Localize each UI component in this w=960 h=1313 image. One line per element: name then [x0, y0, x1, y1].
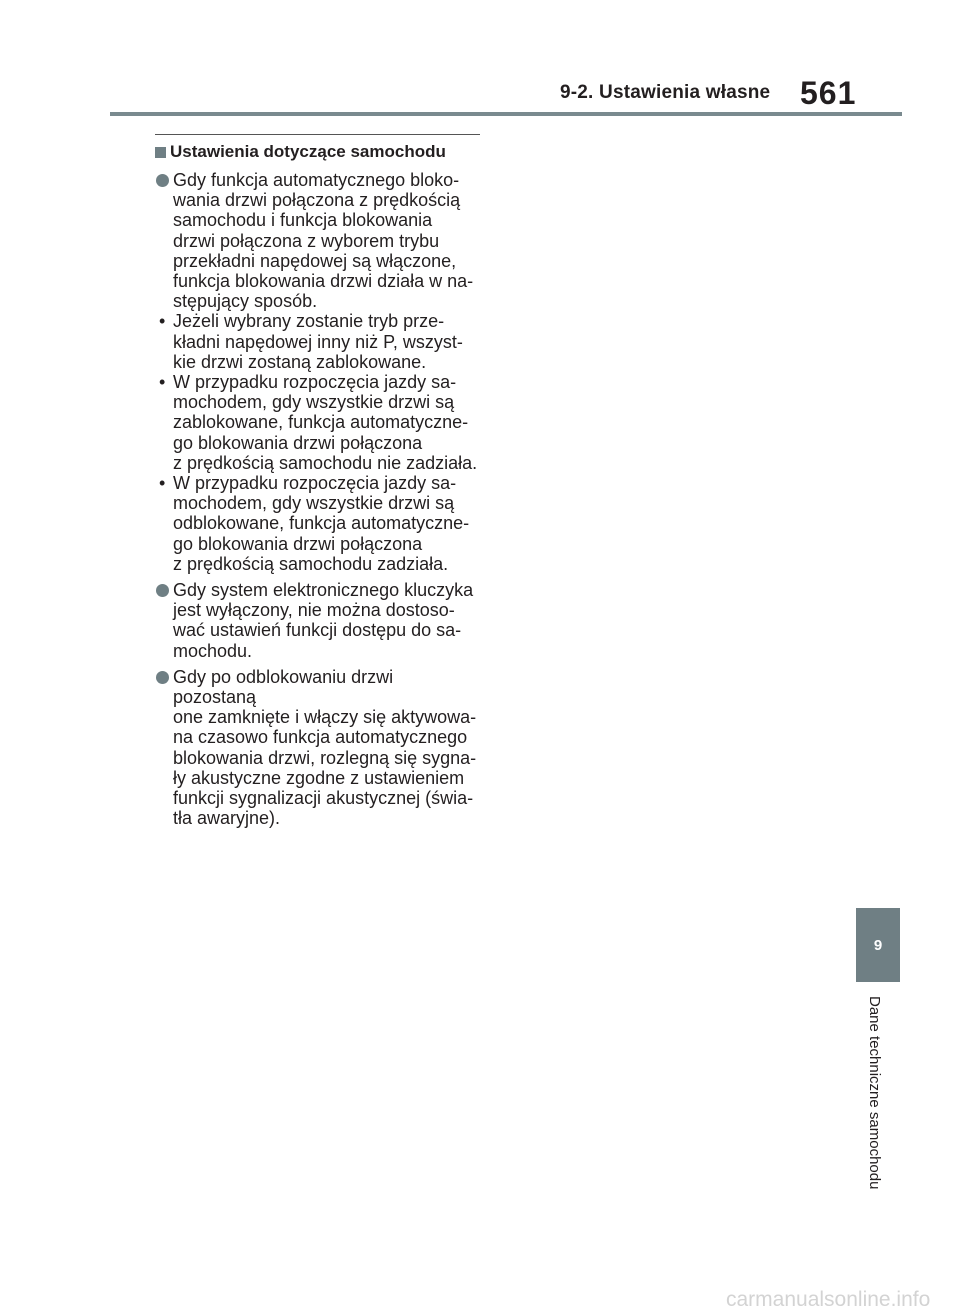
item-text-line: przekładni napędowej są włączone,	[173, 250, 457, 271]
item-text-line: Gdy funkcja automatycznego bloko-	[173, 170, 460, 190]
item-text-line: one zamknięte i włączy się aktywowa-	[173, 707, 477, 728]
square-icon	[155, 147, 166, 158]
dot-icon	[156, 671, 169, 684]
item-text-line: blokowania drzwi, rozlegną się sygna-	[173, 747, 477, 768]
item-text-line: funkcji sygnalizacji akustycznej (świa-	[173, 788, 474, 809]
main-content	[155, 134, 480, 835]
sub-item-text-line: W przypadku rozpoczęcia jazdy sa-	[173, 372, 457, 393]
section-heading	[155, 134, 480, 162]
sub-item-text-line: odblokowane, funkcja automatyczne-	[173, 513, 470, 534]
sub-item-text-line: kie drzwi zostaną zablokowane.	[173, 351, 427, 372]
item-text-line: drzwi połączona z wyborem trybu	[173, 230, 440, 251]
item-text-line: wać ustawień funkcji dostępu do sa-	[173, 620, 462, 641]
sub-item-text-line: kładni napędowej inny niż P, wszyst-	[173, 331, 463, 352]
list-item	[155, 170, 480, 574]
page-header-title: 9-2. Ustawienia własne	[560, 82, 771, 103]
dot-icon	[156, 174, 169, 187]
sub-item-text-line: mochodem, gdy wszystkie drzwi są	[173, 392, 455, 413]
header-divider	[110, 112, 902, 116]
item-text-line: funkcja blokowania drzwi działa w na-	[173, 271, 474, 292]
sub-list-item	[155, 473, 480, 574]
item-text-line: tła awaryjne).	[173, 808, 281, 829]
watermark: carmanualsonline.info	[726, 1288, 931, 1311]
sub-item-text-line: go blokowania drzwi połączona	[173, 432, 423, 453]
bullet-icon: •	[159, 372, 166, 393]
page-number: 561	[800, 75, 857, 111]
item-text-line: stępujący sposób.	[173, 291, 318, 312]
sub-list-item	[155, 311, 480, 372]
sub-item-text-line: z prędkością samochodu zadziała.	[173, 553, 449, 574]
item-text-line: jest wyłączony, nie można dostoso-	[173, 600, 455, 621]
chapter-tab	[856, 908, 900, 982]
item-text-line: ły akustyczne zgodne z ustawieniem	[173, 767, 465, 788]
item-text-line: na czasowo funkcja automatycznego	[173, 727, 468, 748]
item-text-line: samochodu i funkcja blokowania	[173, 210, 433, 231]
sub-list-item	[155, 372, 480, 473]
sub-item-text-line: W przypadku rozpoczęcia jazdy sa-	[173, 473, 457, 494]
dot-icon	[156, 584, 169, 597]
list-item	[155, 580, 480, 661]
sub-item-text-line: Jeżeli wybrany zostanie tryb prze-	[173, 311, 445, 332]
sub-item-text-line: mochodem, gdy wszystkie drzwi są	[173, 493, 455, 514]
item-text-line: mochodu.	[173, 640, 253, 661]
section-heading-text: Ustawienia dotyczące samochodu	[170, 142, 446, 161]
item-text-line: Gdy po odblokowaniu drzwi pozostaną	[173, 666, 394, 708]
bullet-icon: •	[159, 311, 166, 332]
list-item	[155, 667, 480, 829]
item-list	[155, 170, 480, 829]
sub-item-text-line: go blokowania drzwi połączona	[173, 533, 423, 554]
sub-item-text-line: z prędkością samochodu nie zadziała.	[173, 452, 478, 473]
bullet-icon: •	[159, 473, 166, 494]
item-text-line: wania drzwi połączona z prędkością	[173, 190, 461, 211]
chapter-label: Dane techniczne samochodu	[866, 996, 883, 1190]
chapter-number: 9	[873, 936, 883, 954]
item-text-line: Gdy system elektronicznego kluczyka	[173, 580, 474, 601]
sub-item-text-line: zablokowane, funkcja automatyczne-	[173, 412, 469, 433]
